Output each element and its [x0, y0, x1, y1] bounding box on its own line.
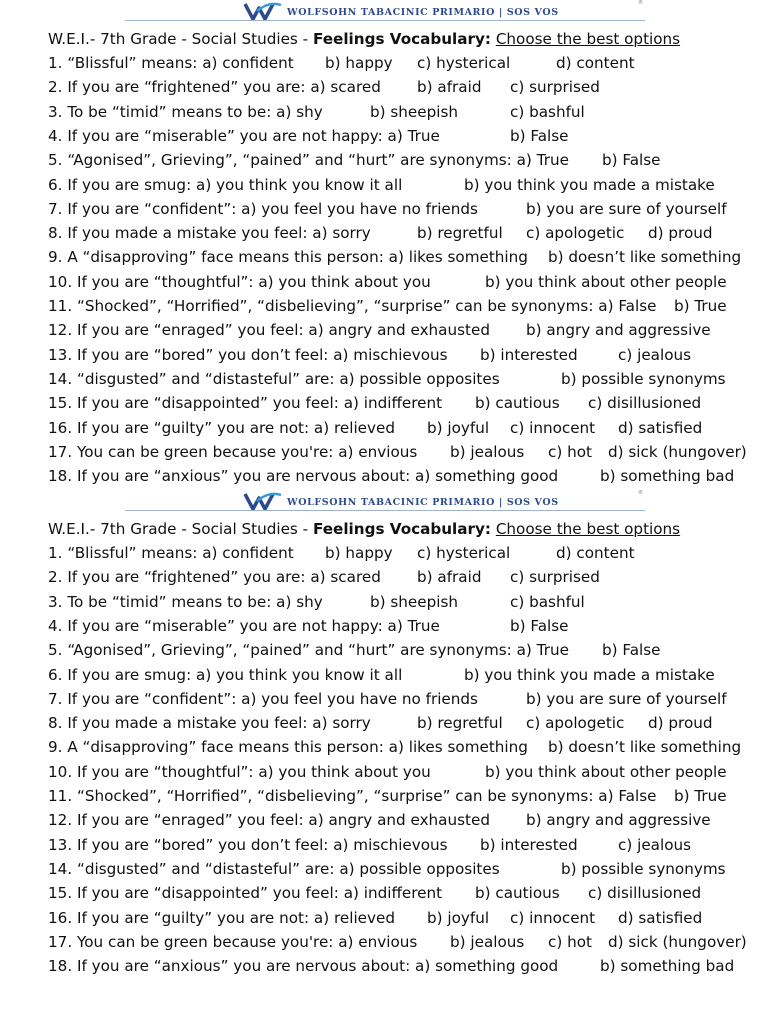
- answer-option: b) interested: [480, 345, 578, 364]
- school-banner: [0, 490, 768, 514]
- answer-option: b) joyful: [427, 908, 490, 927]
- answer-option: d) content: [556, 54, 635, 72]
- answer-option: d) satisfied: [618, 418, 703, 437]
- answer-option: b) afraid: [417, 568, 482, 587]
- question-stem: 7. If you are “confident”: a) you feel you have no friends: [48, 689, 478, 708]
- question-stem: 1. “Blissful” means: a) confident: [48, 544, 294, 562]
- answer-option: c) innocent: [510, 418, 596, 437]
- banner-divider: [125, 20, 645, 21]
- question-stem: 14. “disgusted” and “distasteful” are: a) possible opposites: [48, 369, 500, 388]
- question-stem: 15. If you are “disappointed” you feel: a) indifferent: [48, 884, 443, 903]
- answer-option: b) True: [674, 297, 727, 315]
- question-stem: 3. To be “timid” means to be: a) shy: [48, 592, 323, 611]
- question-stem: 7. If you are “confident”: a) you feel you have no friends: [48, 199, 478, 218]
- worksheet-title: [48, 29, 680, 49]
- answer-option: b) interested: [480, 835, 578, 854]
- question-stem: 9. A “disapproving” face means this person: a) likes something: [48, 248, 528, 267]
- answer-option: b) you think you made a mistake: [464, 665, 715, 684]
- title-topic: Feelings Vocabulary:: [312, 30, 491, 48]
- answer-option: d) sick (hungover): [608, 932, 747, 951]
- worksheet-bottom: [0, 490, 768, 976]
- answer-option: c) hot: [548, 442, 592, 461]
- answer-option: b) sheepish: [370, 102, 459, 121]
- answer-option: b) False: [602, 641, 661, 660]
- question-stem: 4. If you are “miserable” you are not happy: a) True: [48, 616, 440, 635]
- answer-option: c) disillusioned: [588, 884, 702, 903]
- answer-option: b) cautious: [475, 884, 560, 903]
- question-stem: 12. If you are “enraged” you feel: a) angry and exhausted: [48, 321, 490, 340]
- school-logo: [243, 491, 283, 511]
- answer-option: c) jealous: [618, 835, 692, 854]
- answer-option: c) bashful: [510, 592, 585, 611]
- answer-option: c) hot: [548, 932, 592, 951]
- answer-option: b) False: [510, 616, 569, 635]
- question-stem: 18. If you are “anxious” you are nervous about: a) something good: [48, 957, 559, 976]
- answer-option: b) you think about other people: [485, 272, 727, 291]
- answer-option: d) proud: [648, 714, 713, 733]
- question-stem: 6. If you are smug: a) you think you know it all: [48, 175, 403, 194]
- answer-option: b) regretful: [417, 224, 503, 243]
- question-stem: 14. “disgusted” and “distasteful” are: a) possible opposites: [48, 859, 500, 878]
- answer-option: b) jealous: [450, 442, 525, 461]
- answer-option: b) possible synonyms: [561, 859, 726, 878]
- worksheet-title: [48, 519, 680, 539]
- answer-option: c) apologetic: [526, 224, 625, 243]
- question-stem: 8. If you made a mistake you feel: a) sorry: [48, 714, 371, 733]
- question-stem: 16. If you are “guilty” you are not: a) relieved: [48, 908, 395, 927]
- answer-option: b) False: [510, 126, 569, 145]
- title-topic: Feelings Vocabulary:: [312, 520, 491, 538]
- answer-option: d) satisfied: [618, 908, 703, 927]
- answer-option: d) proud: [648, 224, 713, 243]
- answer-option: b) something bad: [600, 957, 735, 976]
- answer-option: c) surprised: [510, 568, 600, 587]
- answer-option: b) joyful: [427, 418, 490, 437]
- answer-option: c) surprised: [510, 78, 600, 97]
- school-logo: [243, 1, 283, 21]
- title-prefix: W.E.I.- 7th Grade - Social Studies -: [48, 30, 309, 48]
- answer-option: b) False: [602, 151, 661, 170]
- answer-option: c) hysterical: [417, 54, 511, 72]
- answer-option: c) bashful: [510, 102, 585, 121]
- answer-option: b) you are sure of yourself: [526, 689, 727, 708]
- answer-option: b) doesn’t like something: [548, 248, 742, 267]
- worksheet-top: [0, 0, 768, 486]
- answer-option: b) True: [674, 787, 727, 805]
- question-stem: 10. If you are “thoughtful”: a) you think about you: [48, 762, 431, 781]
- question-stem: 6. If you are smug: a) you think you know it all: [48, 665, 403, 684]
- answer-option: b) jealous: [450, 932, 525, 951]
- question-stem: 4. If you are “miserable” you are not happy: a) True: [48, 126, 440, 145]
- question-stem: 5. “Agonised”, Grieving”, “pained” and “hurt” are synonyms: a) True: [48, 641, 569, 660]
- answer-option: c) innocent: [510, 908, 596, 927]
- answer-option: b) cautious: [475, 394, 560, 413]
- question-stem: 2. If you are “frightened” you are: a) scared: [48, 78, 381, 97]
- title-instruction: Choose the best options: [495, 30, 681, 48]
- corner-mark: ®: [638, 490, 643, 496]
- answer-option: b) sheepish: [370, 592, 459, 611]
- answer-option: c) apologetic: [526, 714, 625, 733]
- answer-option: b) something bad: [600, 467, 735, 486]
- school-name: WOLFSOHN TABACINIC PRIMARIO | SOS VOS: [287, 7, 559, 18]
- question-stem: 17. You can be green because you're: a) envious: [48, 442, 418, 461]
- answer-option: c) hysterical: [417, 544, 511, 562]
- question-stem: 16. If you are “guilty” you are not: a) relieved: [48, 418, 395, 437]
- question-stem: 12. If you are “enraged” you feel: a) angry and exhausted: [48, 811, 490, 830]
- question-stem: 15. If you are “disappointed” you feel: a) indifferent: [48, 394, 443, 413]
- question-stem: 11. “Shocked”, “Horrified”, “disbelieving”, “surprise” can be synonyms: a) False: [48, 787, 657, 805]
- title-prefix: W.E.I.- 7th Grade - Social Studies -: [48, 520, 309, 538]
- answer-option: b) happy: [325, 54, 393, 72]
- answer-option: b) you are sure of yourself: [526, 199, 727, 218]
- question-stem: 8. If you made a mistake you feel: a) sorry: [48, 224, 371, 243]
- school-banner: [0, 0, 768, 24]
- question-stem: 13. If you are “bored” you don’t feel: a) mischievous: [48, 345, 448, 364]
- question-stem: 11. “Shocked”, “Horrified”, “disbelieving”, “surprise” can be synonyms: a) False: [48, 297, 657, 315]
- answer-option: b) doesn’t like something: [548, 738, 742, 757]
- question-stem: 17. You can be green because you're: a) envious: [48, 932, 418, 951]
- answer-option: b) angry and aggressive: [526, 811, 711, 830]
- question-stem: 1. “Blissful” means: a) confident: [48, 54, 294, 72]
- answer-option: b) you think about other people: [485, 762, 727, 781]
- answer-option: d) sick (hungover): [608, 442, 747, 461]
- question-stem: 10. If you are “thoughtful”: a) you think about you: [48, 272, 431, 291]
- title-instruction: Choose the best options: [495, 520, 681, 538]
- banner-divider: [125, 510, 645, 511]
- answer-option: b) regretful: [417, 714, 503, 733]
- question-stem: 2. If you are “frightened” you are: a) scared: [48, 568, 381, 587]
- answer-option: b) angry and aggressive: [526, 321, 711, 340]
- question-stem: 13. If you are “bored” you don’t feel: a) mischievous: [48, 835, 448, 854]
- question-stem: 18. If you are “anxious” you are nervous about: a) something good: [48, 467, 559, 486]
- question-stem: 3. To be “timid” means to be: a) shy: [48, 102, 323, 121]
- corner-mark: ®: [638, 0, 643, 6]
- answer-option: b) possible synonyms: [561, 369, 726, 388]
- answer-option: c) disillusioned: [588, 394, 702, 413]
- answer-option: b) you think you made a mistake: [464, 175, 715, 194]
- answer-option: b) afraid: [417, 78, 482, 97]
- question-stem: 5. “Agonised”, Grieving”, “pained” and “hurt” are synonyms: a) True: [48, 151, 569, 170]
- answer-option: b) happy: [325, 544, 393, 562]
- question-stem: 9. A “disapproving” face means this person: a) likes something: [48, 738, 528, 757]
- answer-option: c) jealous: [618, 345, 692, 364]
- answer-option: d) content: [556, 544, 635, 562]
- school-name: WOLFSOHN TABACINIC PRIMARIO | SOS VOS: [287, 497, 559, 508]
